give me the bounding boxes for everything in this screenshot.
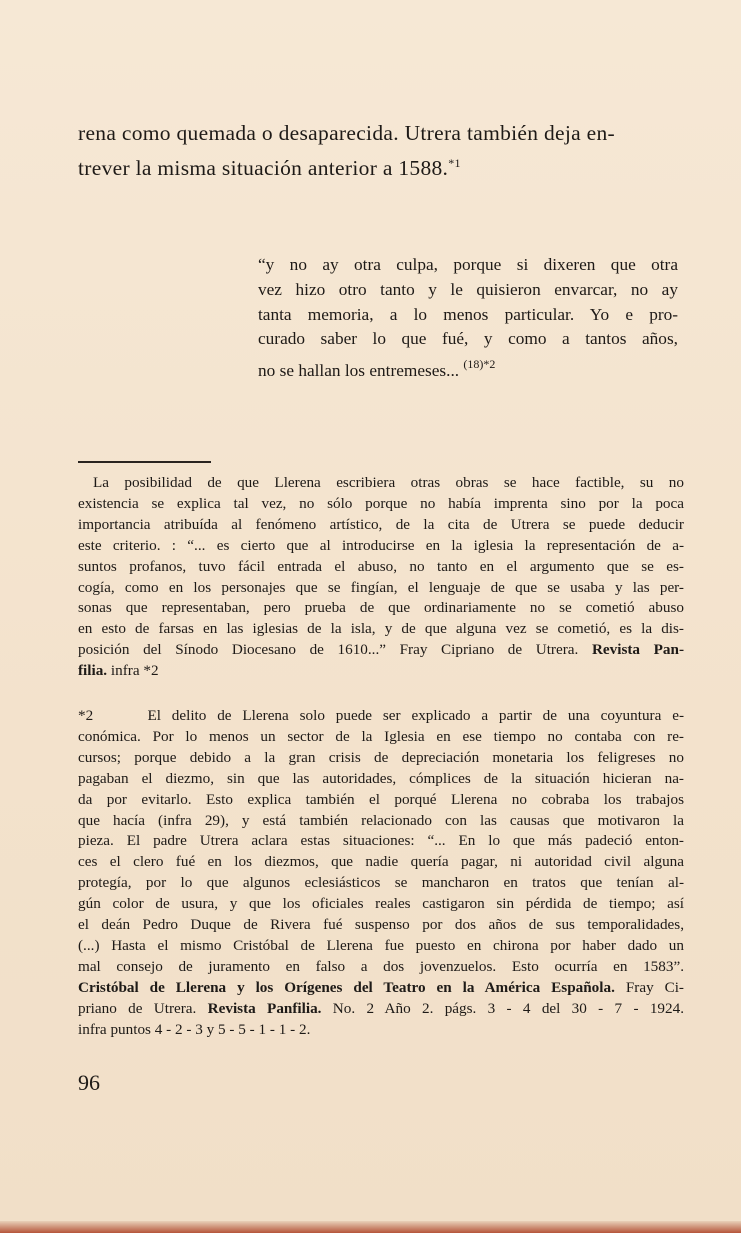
footnote-line: importancia atribuída al fenómeno artístico, de la cita de Utrera se puede deducir <box>78 515 684 533</box>
footnote-line: este criterio. : “... es cierto que al introducirse en la iglesia la representación de a- <box>78 536 684 554</box>
main-line-2: trever la misma situación anterior a 1588.$^{*1}$ <box>78 156 461 180</box>
footnote-line: pagaban el diezmo, sin que las autoridades, cómplices de la situación hicieran na- <box>78 769 684 787</box>
footnote-line: cursos; porque debido a la gran crisis de depreciación monetaria los feligreses no <box>78 748 684 766</box>
footnote-line: en esto de farsas en las iglesias de la isla, y de que alguna vez se cometió, es la dis- <box>78 620 684 638</box>
quote-footnote-mark: (18)*2 <box>463 357 496 372</box>
footnote-line: La posibilidad de que Llerena escribiera otras obras se hace factible, su no <box>93 474 684 491</box>
footnote-line: ces el clero fué en los diezmos, que nadie quería pagar, ni autoridad civil alguna <box>78 853 684 871</box>
footnote-line-last: infra puntos 4 - 2 - 3 y 5 - 5 - 1 - 1 - 2. <box>78 1020 311 1038</box>
footnote-line: que hacía (infra 29), y está también relacionado con las causas que motivaron la <box>78 811 684 829</box>
quote-line: “y no ay otra culpa, porque si dixeren que otra <box>258 255 678 274</box>
footnote-line: pieza. El padre Utrera aclara estas situaciones: “... En lo que más padeció enton- <box>78 832 684 850</box>
book-title: Cristóbal de Llerena y los Orígenes del Teatro en la América Española. <box>78 978 615 996</box>
footnote-line: posición del Sínodo Diocesano de 1610...” Fray Cipriano de Utrera. Revista Pan- <box>78 641 684 659</box>
block-quote <box>258 253 678 384</box>
footnote-line: sonas que representaban, pero prueba de que ordinariamente no se cometió abuso <box>78 599 684 617</box>
main-line-1: rena como quemada o desaparecida. Utrera también deja en- <box>78 121 616 145</box>
footnote-separator <box>78 461 211 463</box>
page-number: 96 <box>78 1070 100 1095</box>
footnote-line-last: filia. infra *2 <box>78 662 159 680</box>
footnote-line: *2 El delito de Llerena solo puede ser explicado a partir de una coyuntura e- <box>78 707 684 724</box>
footnote-line: cogía, como en los personajes que se fingían, el lenguaje de que se usaba y las per- <box>78 578 684 596</box>
footnote-line: suntos profanos, tuvo fácil entrada el abuso, no tanto en el argumento que se es- <box>78 557 684 575</box>
journal-title: Revista Panfilia. <box>207 999 322 1017</box>
footnote-2 <box>78 706 684 1041</box>
footnote-1 <box>78 473 684 682</box>
footnote-line: protegía, por lo que algunos eclesiásticos se mancharon en tratos que tenían al- <box>78 874 684 892</box>
footnote-marker: *2 <box>78 707 94 724</box>
footnote-line: da por evitarlo. Esto explica también el porqué Llerena no cobraba los trabajos <box>78 790 684 808</box>
footnote-line: mal consejo de juramento en falso a dos jovenzuelos. Esto ocurría en 1583”. <box>78 957 684 975</box>
footnote-line: (...) Hasta el mismo Cristóbal de Llerena fue puesto en chirona por haber dado un <box>78 936 684 954</box>
quote-line-last: no se hallan los entremeses... $^{(18)*2}$ <box>258 357 496 381</box>
quote-line: curado saber lo que fué, y como a tantos años, <box>258 329 678 349</box>
quote-line: tanta memoria, a lo menos particular. Yo e pro- <box>258 304 678 324</box>
quote-line: vez hizo otro tanto y le quisieron envarcar, no ay <box>258 279 678 299</box>
journal-title-end: filia. <box>78 662 108 680</box>
footnote-line: Cristóbal de Llerena y los Orígenes del Teatro en la América Española. Fray Ci- <box>78 978 684 996</box>
footnote-line: conómica. Por lo menos un sector de la Iglesia en ese tiempo no contaba con re- <box>78 727 684 745</box>
footnote-line: priano de Utrera. Revista Panfilia. No. 2 Año 2. págs. 3 - 4 del 30 - 7 - 1924. <box>78 999 684 1017</box>
footnote-line: gún color de usura, y que los oficiales reales castigaron sin pérdida de tiempo; así <box>78 895 684 913</box>
journal-title: Revista Pan- <box>591 641 684 659</box>
footnote-mark-1: *1 <box>448 156 461 170</box>
page-edge <box>0 1221 741 1233</box>
footnote-line: el deán Pedro Duque de Rivera fué suspenso por dos años de sus temporalidades, <box>78 916 684 934</box>
footnote-line: existencia se explica tal vez, no sólo porque no había imprenta sino por la poca <box>78 494 684 512</box>
main-paragraph <box>78 118 718 183</box>
